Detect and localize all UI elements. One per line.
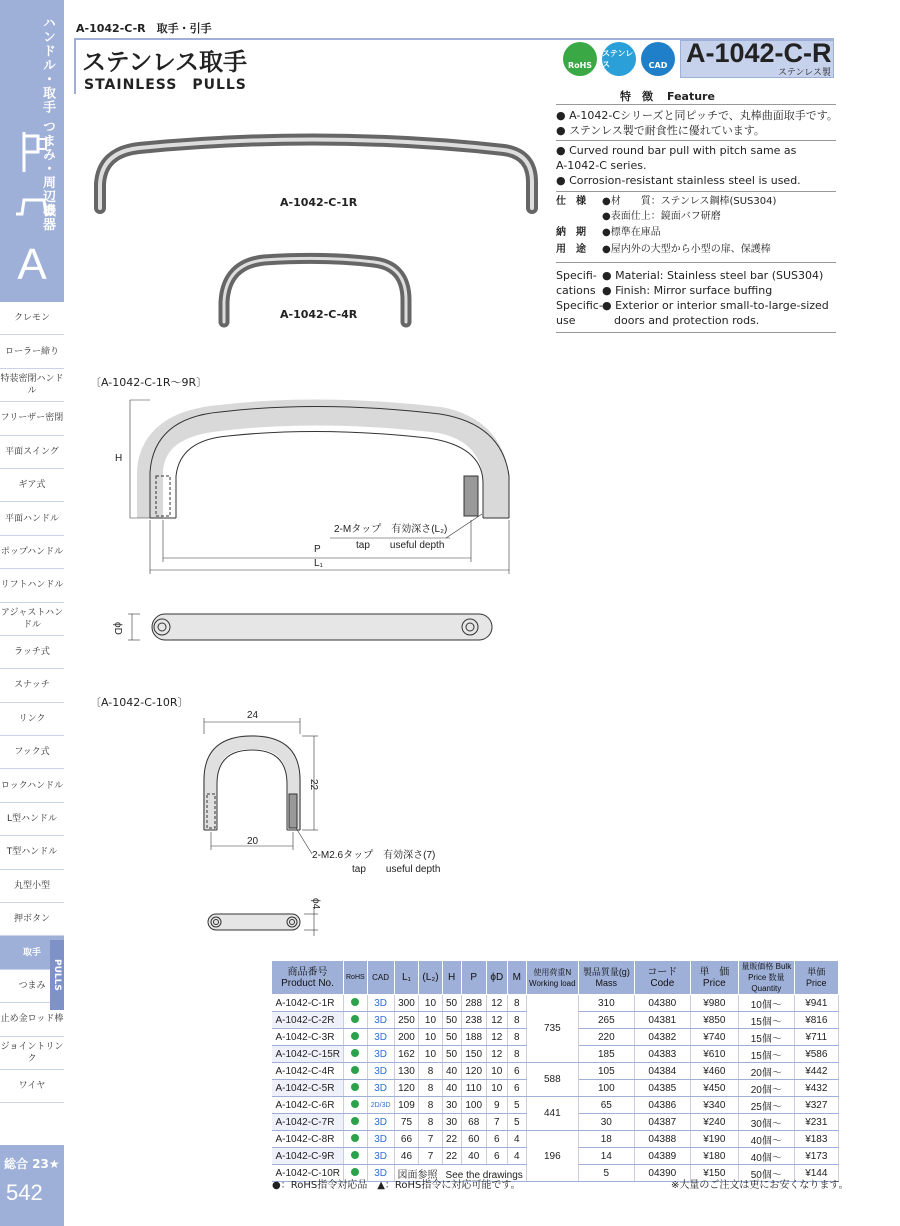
footnote-bulk: ※大量のご注文は更にお安くなります。: [671, 1180, 849, 1191]
photo-label-1r: A-1042-C-1R: [280, 196, 358, 209]
cell-rohs: [344, 1063, 368, 1080]
cell-h: 22: [442, 1148, 461, 1165]
divider: [556, 262, 836, 263]
cell-price: ¥240: [690, 1114, 738, 1131]
tap-note-jp-10r: 2-M2.6タップ 有効深さ(7): [312, 850, 436, 861]
cell-l2: 8: [419, 1097, 442, 1114]
cell-price: ¥850: [690, 1012, 738, 1029]
rohs-dot-icon: [351, 1151, 359, 1159]
cell-l2: 10: [419, 995, 442, 1012]
sidebar-item[interactable]: フック式: [0, 736, 64, 769]
cell-l2: 7: [419, 1131, 442, 1148]
sidebar-item[interactable]: T型ハンドル: [0, 836, 64, 869]
cell-product-no: A-1042-C-7R: [272, 1114, 344, 1131]
cell-cad[interactable]: 3D: [367, 1046, 394, 1063]
cell-l1: 130: [394, 1063, 419, 1080]
model-material: ステンレス製: [778, 68, 831, 78]
cell-d: 9: [486, 1097, 507, 1114]
cell-m: 6: [507, 1063, 526, 1080]
feature-en-2: ● Corrosion-resistant stainless steel is used.: [556, 174, 801, 187]
spec-en-label: use: [556, 314, 576, 327]
sidebar-section-letter: A: [17, 240, 47, 289]
cell-d: 6: [486, 1148, 507, 1165]
cell-price: ¥740: [690, 1029, 738, 1046]
cell-m: 4: [507, 1148, 526, 1165]
pull-handle-icon: [14, 194, 54, 218]
cell-rohs: [344, 1046, 368, 1063]
model-code: A-1042-C-R: [686, 38, 832, 68]
cell-bulk-price: ¥442: [794, 1063, 838, 1080]
sidebar-item[interactable]: つまみ: [0, 970, 64, 1003]
spec-label: 用 途: [556, 244, 586, 255]
cell-mass: 310: [578, 995, 634, 1012]
cell-product-no: A-1042-C-6R: [272, 1097, 344, 1114]
col-cad: CAD: [367, 961, 394, 995]
cell-product-no: A-1042-C-2R: [272, 1012, 344, 1029]
cell-code: 04385: [634, 1080, 690, 1097]
tap-note-en-10r: tap useful depth: [352, 864, 441, 875]
cad-badge-icon[interactable]: CAD: [641, 42, 675, 76]
spec-label: 納 期: [556, 227, 586, 238]
cell-price: ¥180: [690, 1148, 738, 1165]
rohs-dot-icon: [351, 1032, 359, 1040]
cell-code: 04390: [634, 1165, 690, 1182]
cell-l1: 300: [394, 995, 419, 1012]
divider: [556, 191, 836, 192]
col-bulk-qty: 量販価格 Bulk Price 数量 Quantity: [738, 961, 794, 995]
cell-bulk-price: ¥586: [794, 1046, 838, 1063]
drawing2-diagram: [190, 712, 330, 942]
cell-rohs: [344, 1148, 368, 1165]
divider: [556, 104, 836, 105]
cell-m: 8: [507, 995, 526, 1012]
cell-cad[interactable]: 3D: [367, 995, 394, 1012]
cell-rohs: [344, 995, 368, 1012]
spec-en-label: cations: [556, 284, 596, 297]
rohs-dot-icon: [351, 1117, 359, 1125]
cell-bulk-qty: 20個〜: [738, 1080, 794, 1097]
rohs-dot-icon: [351, 1083, 359, 1091]
cell-l2: 10: [419, 1012, 442, 1029]
cell-code: 04384: [634, 1063, 690, 1080]
sidebar-item[interactable]: 取手: [0, 936, 64, 969]
table-row: [272, 995, 839, 1012]
cell-cad[interactable]: 3D: [367, 1080, 394, 1097]
sidebar-item[interactable]: アジャストハンドル: [0, 603, 64, 636]
cell-h: 50: [442, 1046, 461, 1063]
spec-value: ●屋内外の大型から小型の扉、保護棒: [602, 244, 771, 255]
cell-m: 8: [507, 1012, 526, 1029]
feature-jp-1: ● A-1042-Cシリーズと同ピッチで、丸棒曲面取手です。: [556, 109, 838, 122]
cell-h: 40: [442, 1063, 461, 1080]
cell-working-load: 735: [526, 995, 578, 1063]
spec-en-value: ● Material: Stainless steel bar (SUS304): [602, 269, 824, 282]
cell-l1: 66: [394, 1131, 419, 1148]
col-load: 使用荷重N Working load: [526, 961, 578, 995]
cell-product-no: A-1042-C-1R: [272, 995, 344, 1012]
sidebar-item[interactable]: スナッチ: [0, 669, 64, 702]
rohs-dot-icon: [351, 1134, 359, 1142]
cell-price: ¥610: [690, 1046, 738, 1063]
cell-code: 04383: [634, 1046, 690, 1063]
cell-bulk-price: ¥941: [794, 995, 838, 1012]
cell-h: 40: [442, 1080, 461, 1097]
rohs-dot-icon: [351, 1100, 359, 1108]
cell-m: 8: [507, 1046, 526, 1063]
cell-l2: 8: [419, 1114, 442, 1131]
rohs-badge-icon: RoHS: [563, 42, 597, 76]
sidebar-item[interactable]: リンク: [0, 703, 64, 736]
photo-label-4r: A-1042-C-4R: [280, 308, 358, 321]
see-drawing-jp: 図面参照: [397, 1169, 438, 1181]
cell-h: 50: [442, 995, 461, 1012]
cell-mass: 220: [578, 1029, 634, 1046]
cell-l2: 10: [419, 1046, 442, 1063]
col-code: コード Code: [634, 961, 690, 995]
cell-p: 288: [461, 995, 486, 1012]
cell-bulk-price: ¥231: [794, 1114, 838, 1131]
cell-price: ¥150: [690, 1165, 738, 1182]
cell-working-load: 196: [526, 1131, 578, 1182]
dim-20: 20: [247, 836, 259, 847]
rohs-dot-icon: [351, 998, 359, 1006]
cell-bulk-qty: 30個〜: [738, 1114, 794, 1131]
cell-bulk-qty: 10個〜: [738, 995, 794, 1012]
cell-l2: 8: [419, 1063, 442, 1080]
cell-m: 6: [507, 1080, 526, 1097]
cell-p: 188: [461, 1029, 486, 1046]
col-p: P: [461, 961, 486, 995]
cell-rohs: [344, 1029, 368, 1046]
spec-en-value: doors and protection rods.: [614, 314, 760, 327]
sidebar-item[interactable]: ロックハンドル: [0, 769, 64, 802]
drawing2-title: 〔A-1042-C-10R〕: [90, 696, 189, 709]
cell-bulk-qty: 50個〜: [738, 1165, 794, 1182]
sidebar-pulls-tab: PULLS: [50, 940, 64, 1010]
cell-d: 7: [486, 1114, 507, 1131]
cell-product-no: A-1042-C-5R: [272, 1080, 344, 1097]
page-subtitle: STAINLESS PULLS: [84, 77, 247, 93]
cell-mass: 265: [578, 1012, 634, 1029]
cell-product-no: A-1042-C-8R: [272, 1131, 344, 1148]
table-row: [272, 1063, 839, 1080]
sidebar-item[interactable]: 特装密閉ハンドル: [0, 369, 64, 402]
cell-code: 04389: [634, 1148, 690, 1165]
dim-H: H: [115, 453, 123, 464]
col-m: M: [507, 961, 526, 995]
cell-price: ¥340: [690, 1097, 738, 1114]
cell-bulk-price: ¥327: [794, 1097, 838, 1114]
cell-bulk-price: ¥173: [794, 1148, 838, 1165]
cell-mass: 14: [578, 1148, 634, 1165]
cell-d: 10: [486, 1080, 507, 1097]
cell-p: 68: [461, 1114, 486, 1131]
spec-en-label: Specifi-: [556, 269, 597, 282]
stainless-badge-icon: ステンレス: [602, 42, 636, 76]
cell-rohs: [344, 1131, 368, 1148]
title-rule-vertical: [74, 38, 76, 94]
cell-p: 150: [461, 1046, 486, 1063]
cell-d: 12: [486, 1012, 507, 1029]
sidebar-item[interactable]: 平面ハンドル: [0, 502, 64, 535]
cell-bulk-qty: 15個〜: [738, 1012, 794, 1029]
cell-d: 10: [486, 1063, 507, 1080]
cell-price: ¥450: [690, 1080, 738, 1097]
cell-rohs: [344, 1080, 368, 1097]
dim-22: 22: [308, 779, 319, 791]
cell-working-load: 588: [526, 1063, 578, 1097]
cell-m: 8: [507, 1029, 526, 1046]
footnote-rohs: ●：RoHS指令対応品 ▲：RoHS指令に対応可能です。: [272, 1180, 521, 1191]
cell-mass: 185: [578, 1046, 634, 1063]
col-rohs: RoHS: [344, 961, 368, 995]
cell-product-no: A-1042-C-15R: [272, 1046, 344, 1063]
cell-price: ¥460: [690, 1063, 738, 1080]
cell-rohs: [344, 1097, 368, 1114]
cell-l1: 162: [394, 1046, 419, 1063]
cell-m: 5: [507, 1097, 526, 1114]
cell-l1: 46: [394, 1148, 419, 1165]
cell-product-no: A-1042-C-4R: [272, 1063, 344, 1080]
cell-rohs: [344, 1012, 368, 1029]
cell-rohs: [344, 1114, 368, 1131]
spec-table: [271, 960, 839, 1182]
cell-bulk-qty: 40個〜: [738, 1131, 794, 1148]
spec-value: ●材 質：ステンレス鋼棒(SUS304): [602, 196, 777, 207]
cell-working-load: 441: [526, 1097, 578, 1131]
table-row: [272, 1097, 839, 1114]
col-l2: (L₂): [419, 961, 442, 995]
cell-l1: 120: [394, 1080, 419, 1097]
cell-h: 50: [442, 1012, 461, 1029]
product-photos: [84, 132, 544, 332]
col-price: 単 価 Price: [690, 961, 738, 995]
cell-bulk-qty: 40個〜: [738, 1148, 794, 1165]
feature-heading: [620, 88, 715, 104]
table-body: [272, 995, 839, 1182]
drawing1-diagram: [110, 390, 530, 650]
cell-cad[interactable]: 3D: [367, 1012, 394, 1029]
cell-h: 22: [442, 1131, 461, 1148]
cell-cad[interactable]: 3D: [367, 1114, 394, 1131]
col-bulk-price: 単価 Price: [794, 961, 838, 995]
cell-code: 04380: [634, 995, 690, 1012]
cell-product-no: A-1042-C-3R: [272, 1029, 344, 1046]
cell-l1: 75: [394, 1114, 419, 1131]
feature-heading-jp: 特 徴: [620, 90, 653, 103]
feature-jp-2: ● ステンレス製で耐食性に優れています。: [556, 124, 765, 137]
cell-bulk-qty: 15個〜: [738, 1046, 794, 1063]
cell-code: 04387: [634, 1114, 690, 1131]
cell-p: 238: [461, 1012, 486, 1029]
rohs-dot-icon: [351, 1066, 359, 1074]
sidebar: [0, 0, 64, 1226]
spec-en-value: ● Finish: Mirror surface buffing: [602, 284, 773, 297]
cell-cad[interactable]: 3D: [367, 1165, 394, 1182]
cell-d: 12: [486, 1046, 507, 1063]
cell-l1: 109: [394, 1097, 419, 1114]
handle-icon: [14, 130, 50, 174]
col-l1: L₁: [394, 961, 419, 995]
col-h: H: [442, 961, 461, 995]
cell-cad[interactable]: 2D/3D: [367, 1097, 394, 1114]
cell-mass: 100: [578, 1080, 634, 1097]
spec-label: 仕 様: [556, 196, 586, 207]
cell-price: ¥190: [690, 1131, 738, 1148]
tap-note-en: tap useful depth: [356, 540, 445, 551]
col-product-no: 商品番号 Product No.: [272, 961, 344, 995]
cell-mass: 30: [578, 1114, 634, 1131]
cell-cad[interactable]: 3D: [367, 1029, 394, 1046]
cell-p: 110: [461, 1080, 486, 1097]
sidebar-item[interactable]: 丸型小型: [0, 870, 64, 903]
cell-h: 30: [442, 1097, 461, 1114]
sidebar-item[interactable]: ギア式: [0, 469, 64, 502]
sidebar-item[interactable]: 平面スイング: [0, 436, 64, 469]
cell-product-no: A-1042-C-10R: [272, 1165, 344, 1182]
cell-bulk-qty: 25個〜: [738, 1097, 794, 1114]
cell-bulk-price: ¥711: [794, 1029, 838, 1046]
spec-en-value: ● Exterior or interior small-to-large-sized: [602, 299, 829, 312]
cell-l1: 250: [394, 1012, 419, 1029]
breadcrumb: A-1042-C-R 取手・引手: [76, 22, 212, 35]
cell-bulk-price: ¥183: [794, 1131, 838, 1148]
cell-m: 5: [507, 1114, 526, 1131]
sidebar-item[interactable]: フリーザー密閉: [0, 402, 64, 435]
cell-code: 04382: [634, 1029, 690, 1046]
sidebar-item[interactable]: 押ボタン: [0, 903, 64, 936]
cell-bulk-qty: 20個〜: [738, 1063, 794, 1080]
cell-code: 04388: [634, 1131, 690, 1148]
dim-L1: L₁: [314, 558, 323, 569]
cell-d: 12: [486, 995, 507, 1012]
cell-p: 120: [461, 1063, 486, 1080]
dim-24: 24: [247, 710, 259, 721]
cell-cad[interactable]: 3D: [367, 1148, 394, 1165]
feature-en-1: ● Curved round bar pull with pitch same as A-1042-C series.: [556, 144, 797, 172]
sidebar-item[interactable]: ラッチ式: [0, 636, 64, 669]
divider: [556, 332, 836, 333]
sidebar-item[interactable]: ジョイントリンク: [0, 1037, 64, 1070]
drawing1-title: 〔A-1042-C-1R〜9R〕: [90, 376, 208, 389]
sidebar-category-title: ハンドル・取手 つまみ・周辺機器: [40, 16, 55, 232]
table-row: [272, 1131, 839, 1148]
dim-phi4: ϕ4: [310, 898, 321, 910]
cell-l2: 10: [419, 1029, 442, 1046]
sidebar-item[interactable]: ローラー締り: [0, 335, 64, 368]
cell-mass: 18: [578, 1131, 634, 1148]
cell-cad[interactable]: 3D: [367, 1131, 394, 1148]
rohs-dot-icon: [351, 1168, 359, 1176]
cell-bulk-qty: 15個〜: [738, 1029, 794, 1046]
cell-d: 6: [486, 1131, 507, 1148]
cell-p: 60: [461, 1131, 486, 1148]
cell-h: 30: [442, 1114, 461, 1131]
cell-bulk-price: ¥816: [794, 1012, 838, 1029]
col-mass: 製品質量(g) Mass: [578, 961, 634, 995]
spec-value: ●表面仕上：鏡面バフ研磨: [602, 211, 721, 222]
col-d: ϕD: [486, 961, 507, 995]
cell-m: 4: [507, 1131, 526, 1148]
spec-value: ●標準在庫品: [602, 227, 661, 238]
cell-l2: 7: [419, 1148, 442, 1165]
cell-code: 04386: [634, 1097, 690, 1114]
dim-D: ϕD: [112, 622, 123, 635]
spec-en-label: Specific-: [556, 299, 603, 312]
cell-bulk-price: ¥432: [794, 1080, 838, 1097]
divider: [556, 140, 836, 141]
see-drawing-en: See the drawings: [445, 1169, 523, 1181]
rohs-dot-icon: [351, 1049, 359, 1057]
sidebar-item[interactable]: ワイヤ: [0, 1070, 64, 1103]
page-number: 542: [6, 1180, 43, 1205]
cell-mass: 5: [578, 1165, 634, 1182]
feature-heading-en: Feature: [667, 90, 715, 103]
cell-bulk-price: ¥144: [794, 1165, 838, 1182]
cell-mass: 105: [578, 1063, 634, 1080]
sidebar-item[interactable]: ポップハンドル: [0, 536, 64, 569]
cell-code: 04381: [634, 1012, 690, 1029]
sidebar-item[interactable]: リフトハンドル: [0, 569, 64, 602]
cell-h: 50: [442, 1029, 461, 1046]
rohs-dot-icon: [351, 1015, 359, 1023]
cell-l2: 8: [419, 1080, 442, 1097]
cell-cad[interactable]: 3D: [367, 1063, 394, 1080]
sidebar-item[interactable]: L型ハンドル: [0, 803, 64, 836]
sidebar-item[interactable]: 止め金ロッド棒: [0, 1003, 64, 1036]
cell-product-no: A-1042-C-9R: [272, 1148, 344, 1165]
page-title: ステンレス取手: [82, 48, 247, 76]
cell-l1: 200: [394, 1029, 419, 1046]
table-header-row: [272, 961, 839, 995]
cell-p: 100: [461, 1097, 486, 1114]
dim-P: P: [314, 544, 321, 555]
cell-price: ¥980: [690, 995, 738, 1012]
tap-note-jp: 2-Mタップ 有効深さ(L₂): [334, 524, 448, 535]
cell-p: 40: [461, 1148, 486, 1165]
sidebar-item[interactable]: クレモン: [0, 302, 64, 335]
cell-mass: 65: [578, 1097, 634, 1114]
cell-d: 12: [486, 1029, 507, 1046]
sidebar-sogo: 総合 23★: [4, 1157, 60, 1171]
